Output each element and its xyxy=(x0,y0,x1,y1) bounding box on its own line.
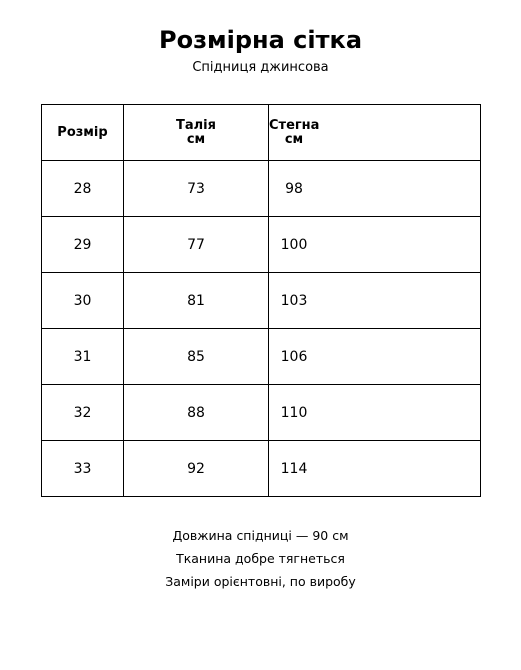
cell-size: 33 xyxy=(42,441,124,497)
cell-waist: 88 xyxy=(124,385,269,441)
cell-size: 29 xyxy=(42,217,124,273)
header-waist xyxy=(124,105,269,161)
cell-hips xyxy=(269,161,481,217)
note-measurements: Заміри орієнтовні, по виробу xyxy=(165,574,356,589)
cell-waist: 85 xyxy=(124,329,269,385)
cell-size: 30 xyxy=(42,273,124,329)
note-fabric-stretch: Тканина добре тягнеться xyxy=(176,551,345,566)
cell-hips xyxy=(269,441,481,497)
page-title: Розмірна сітка xyxy=(158,26,363,54)
header-hips-unit: см xyxy=(284,131,304,147)
cell-size: 28 xyxy=(42,161,124,217)
table-row xyxy=(42,441,481,497)
cell-waist: 77 xyxy=(124,217,269,273)
cell-waist: 92 xyxy=(124,441,269,497)
cell-hips-value: 114 xyxy=(280,460,308,477)
table-row xyxy=(42,329,481,385)
note-skirt-length: Довжина спідниці — 90 см xyxy=(172,528,349,543)
header-waist-unit: см xyxy=(186,131,206,147)
page-subtitle: Спідниця джинсова xyxy=(192,60,329,75)
header-waist-label: Талія xyxy=(176,117,216,133)
cell-size: 32 xyxy=(42,385,124,441)
header-hips xyxy=(269,105,481,161)
cell-size: 31 xyxy=(42,329,124,385)
header-size-label: Розмір xyxy=(57,124,108,140)
table-row xyxy=(42,217,481,273)
table-row xyxy=(42,161,481,217)
table-row xyxy=(42,273,481,329)
notes-block xyxy=(0,526,521,595)
cell-hips-value: 100 xyxy=(280,236,308,253)
cell-hips-value: 103 xyxy=(280,292,308,309)
cell-hips xyxy=(269,273,481,329)
cell-hips xyxy=(269,329,481,385)
cell-hips xyxy=(269,385,481,441)
header-hips-label: Стегна xyxy=(269,117,320,133)
size-table xyxy=(41,104,481,497)
table-row xyxy=(42,385,481,441)
header-size xyxy=(42,105,124,161)
cell-hips-value: 106 xyxy=(280,348,308,365)
cell-hips-value: 110 xyxy=(280,404,308,421)
cell-hips xyxy=(269,217,481,273)
table-header-row xyxy=(42,105,481,161)
cell-hips-value: 98 xyxy=(285,180,303,197)
cell-waist: 73 xyxy=(124,161,269,217)
cell-waist: 81 xyxy=(124,273,269,329)
